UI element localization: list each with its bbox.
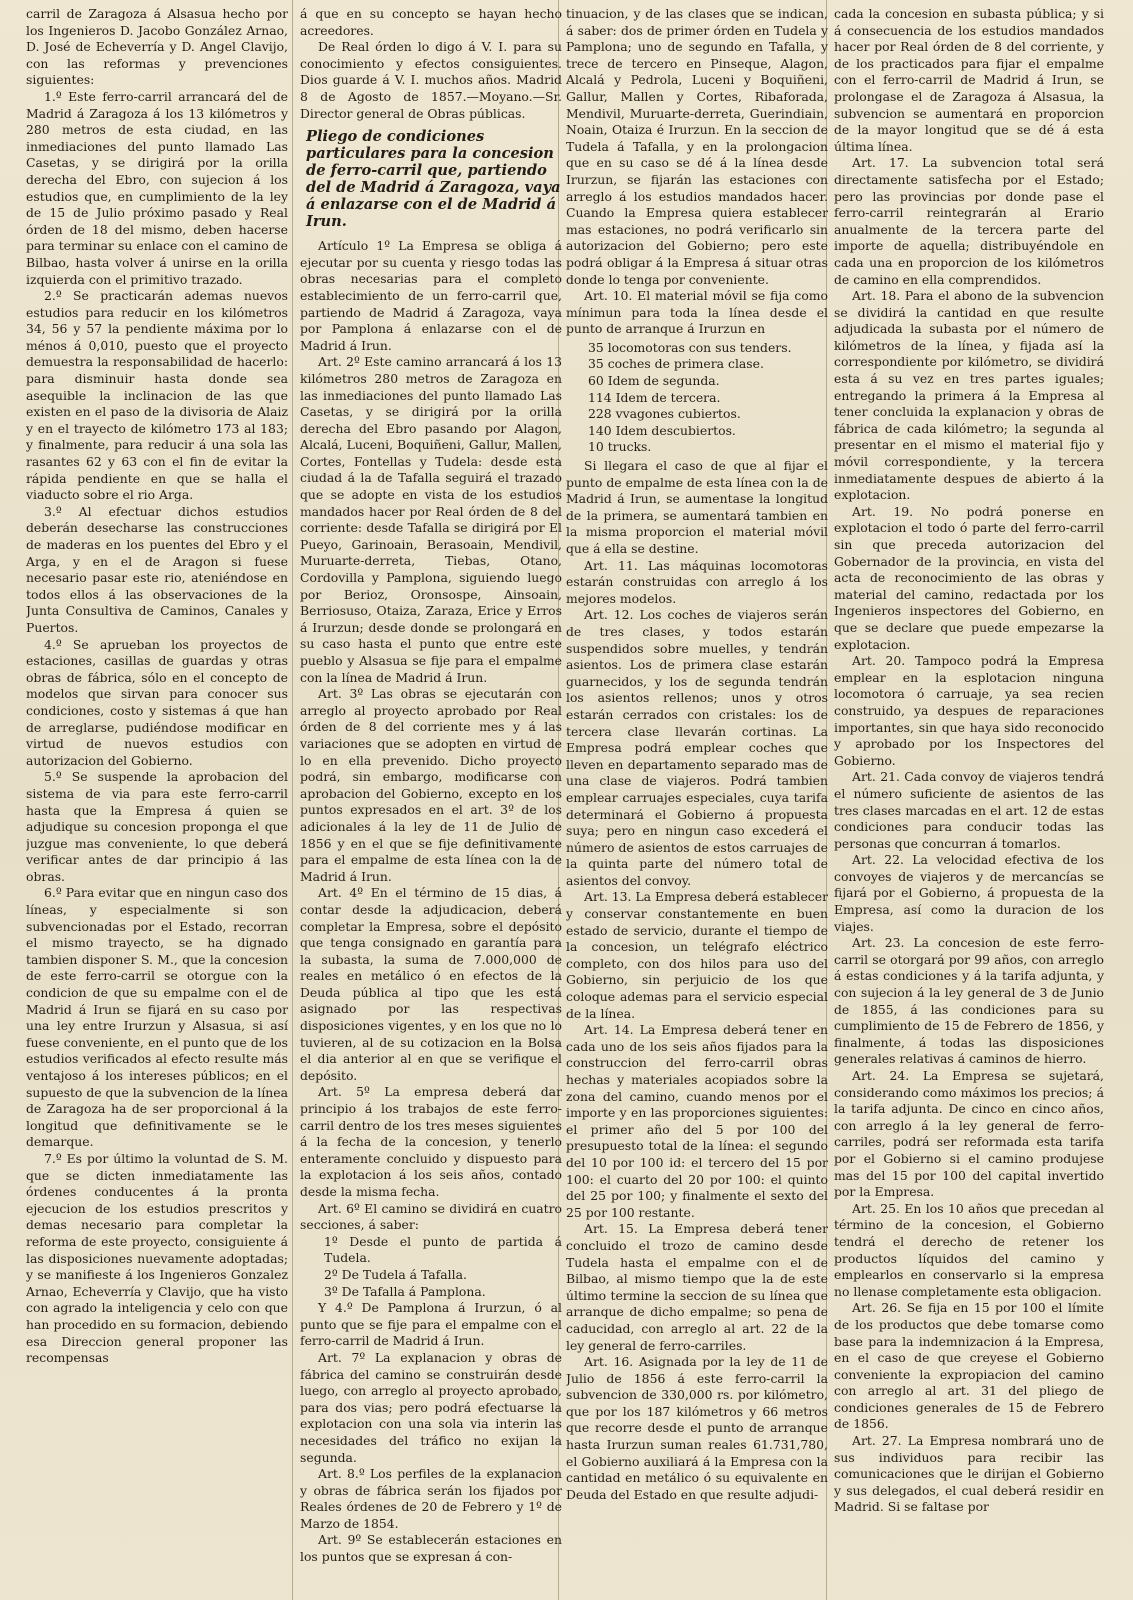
article-24: Art. 24. La Empresa se sujetará, considerando como máximos los precios; á la tarifa adjunta. De cinco en cinco años, con arreglo á la ley general de ferro-carriles, podrá ser reformada esta tarifa por el Gobierno si el camino produjese mas del 15 por 100 del capital invertido por la Empresa. — [834, 1068, 1104, 1200]
paragraph: 5.º Se suspende la aprobacion del sistema de via para este ferro-carril hasta que la Empresa á quien se adjudique su concesion proponga el que juzgue mas conveniente, lo que deberá verificar antes de dar principio á las obras. — [26, 769, 288, 884]
paragraph: á que en su concepto se hayan hecho acreedores. — [300, 6, 562, 38]
paragraph: 6.º Para evitar que en ningun caso dos líneas, y especialmente si son subvencionadas por el Estado, recorran el mismo trayecto, se ha dignado tambien disponer S. M., que la concesion de este ferro-carril se otorgue con la condicion de que su empalme con el de Madrid á Irun se fijará en su caso por una ley entre Irurzun y Alsasua, si así fuese conveniente, en el punto que de los estudios verificados al efecto resulte más ventajoso á los intereses públicos; en el supuesto de que la subvencion de la línea de Zaragoza ha de ser proporcional á la longitud que definitivamente se le demarque. — [26, 885, 288, 1150]
article-19: Art. 19. No podrá ponerse en explotacion el todo ó parte del ferro-carril sin que preceda autorizacion del Gobernador de la provincia, en vista del acta de reconocimiento de las obras y material del camino, redactada por los Ingenieros inspectores del Gobierno, en que se declare que puede empezarse la explotacion. — [834, 503, 1104, 652]
article-9: Art. 9º Se establecerán estaciones en los puntos que se expresan á con- — [300, 1532, 562, 1565]
list-item: 114 Idem de tercera. — [588, 389, 721, 405]
article-11: Art. 11. Las máquinas locomotoras estarán construidas con arreglo á los mejores modelos. — [566, 557, 828, 606]
text-column-3 — [566, 6, 828, 1596]
paragraph: De Real órden lo digo á V. I. para su conocimiento y efectos consiguientes. Dios guarde á V. I. muchos años. Madrid 8 de Agosto de 1857.—Moyano.—Sr. Director general de Obras públicas. — [300, 39, 562, 121]
paragraph: 2.º Se practicarán ademas nuevos estudios para reducir en los kilómetros 34, 56 y 57 la pendiente máxima por lo ménos á 0,010, puesto que el proyecto demuestra la responsabilidad de hacerlo: para disminuir hasta donde sea asequible la inclinacion de las que existen en el paso de la divisoria de Alaiz y en el trayecto de kilómetro 173 al 183; y finalmente, para reducir á una sola las rasantes 62 y 63 con el fin de evitar la rápida pendiente en que se halla el viaducto sobre el rio Arga. — [26, 288, 288, 503]
article-12: Art. 12. Los coches de viajeros serán de tres clases, y todos estarán suspendidos sobre muelles, y tendrán asientos. Los de primera clase estarán guarnecidos, y los de segunda tendrán los asientos rellenos; unos y otros estarán cerrados con cristales: los de tercera clase llevarán cortinas. La Empresa podrá emplear coches que lleven en departamento separado mas de una clase de viajeros. Podrá tambien emplear carruajes especiales, cuya tarifa determinará el Gobierno á propuesta suya; pero en ningun caso excederá el número de asientos de estos carruajes de la quinta parte del número total de asientos del convoy. — [566, 607, 828, 888]
rolling-stock-list — [588, 340, 828, 456]
section-item: Y 4.º De Pamplona á Irurzun, ó al punto que se fije para el empalme con el ferro-carril de Madrid á Irun. — [300, 1300, 562, 1349]
article-2: Art. 2º Este camino arrancará á los 13 kilómetros 280 metros de Zaragoza en las inmediaciones del punto llamado Las Casetas, y se dirigirá por la orilla derecha del Ebro pasando por Alagon, Alcalá, Luceni, Boquiñeni, Gallur, Mallen, Cortes, Fontellas y Tudela: desde esta ciudad á la de Tafalla seguirá el trazado que se adopte en vista de los estudios mandados hacer por Real órden de 8 del corriente: desde Tafalla se dirigirá por El Pueyo, Garinoain, Berasoain, Mendivil, Muruarte-derreta, Tiebas, Otano, Cordovilla y Pamplona, siguiendo luego por Berioz, Oronsospe, Ainsoain, Berriosuso, Otaiza, Zaraza, Erice y Erros á Irurzun; desde donde se prolongará en su caso hasta el punto que entre este pueblo y Alsasua se fije para el empalme con la línea de Madrid á Irun. — [300, 354, 562, 685]
list-item: 228 vvagones cubiertos. — [588, 406, 741, 422]
article-8: Art. 8.º Los perfiles de la explanacion y obras de fábrica serán los fijados por Reales órdenes de 20 de Febrero y 1º de Marzo de 1854. — [300, 1466, 562, 1531]
article-26: Art. 26. Se fija en 15 por 100 el límite de los productos que debe tomarse como base para la indemnizacion á la Empresa, en el caso de que creyese el Gobierno conveniente la expropiacion del camino con arreglo al art. 31 del pliego de condiciones generales de 15 de Febrero de 1856. — [834, 1300, 1104, 1432]
article-25: Art. 25. En los 10 años que precedan al término de la concesion, el Gobierno tendrá el derecho de retener los productos líquidos del camino y emplearlos en conservarlo si la empresa no llenase completamente esta obligacion. — [834, 1200, 1104, 1299]
article-27: Art. 27. La Empresa nombrará uno de sus individuos para recibir las comunicaciones que le dirijan el Gobierno y sus delegados, el cual deberá residir en Madrid. Si se faltase por — [834, 1433, 1104, 1515]
article-5: Art. 5º La empresa deberá dar principio á los trabajos de este ferro-carril dentro de los tres meses siguientes á la fecha de la concesion, y tenerlo enteramente concluido y dispuesto para la explotacion á los seis años, contado desde la misma fecha. — [300, 1084, 562, 1199]
article-20: Art. 20. Tampoco podrá la Empresa emplear en la esplotacion ninguna locomotora ó carruaje, ya sea recien construido, ya despues de reparaciones importantes, sin que haya sido reconocido y aprobado por los Inspectores del Gobierno. — [834, 653, 1104, 768]
list-item: 140 Idem descubiertos. — [588, 422, 736, 438]
article-22: Art. 22. La velocidad efectiva de los convoyes de viajeros y de mercancías se fijará por el Gobierno, á propuesta de la Empresa, así como la duracion de los viajes. — [834, 852, 1104, 934]
article-1: Artículo 1º La Empresa se obliga á ejecutar por su cuenta y riesgo todas las obras necesarias para el completo establecimiento de un ferro-carril que, partiendo de Madrid á Zaragoza, vaya por Pamplona á enlazarse con el de Madrid á Irun. — [300, 238, 562, 353]
text-column-4 — [834, 6, 1104, 1596]
paragraph: 3.º Al efectuar dichos estudios deberán desecharse las construcciones de maderas en los puentes del Ebro y el Arga, y en el de Aragon si fuese necesario pasar este rio, ateniéndose en todos ellos á las observaciones de la Junta Consultiva de Caminos, Canales y Puertos. — [26, 503, 288, 635]
article-13: Art. 13. La Empresa deberá establecer y conservar constantemente en buen estado de servicio, durante el tiempo de la concesion, un telégrafo eléctrico completo, con dos hilos para uso del Gobierno, sin perjuicio de los que coloque ademas para el servicio especial de la línea. — [566, 889, 828, 1021]
list-item: 60 Idem de segunda. — [588, 373, 720, 389]
text-column-1 — [26, 6, 288, 1596]
article-16: Art. 16. Asignada por la ley de 11 de Julio de 1856 á este ferro-carril la subvencion de 330,000 rs. por kilómetro, que por los 187 kilómetros y 66 metros que recorre desde el punto de arranque hasta Irurzun suman reales 61.731,780, el Gobierno auxiliará á la Empresa con la cantidad en metálico ó su equivalente en Deuda del Estado en que resulte adjudi- — [566, 1354, 828, 1502]
paragraph: carril de Zaragoza á Alsasua hecho por los Ingenieros D. Jacobo González Arnao, D. José de Echeverría y D. Angel Clavijo, con las reformas y prevenciones siguientes: — [26, 6, 288, 88]
article-18: Art. 18. Para el abono de la subvencion se dividirá la cantidad en que resulte adjudicada la subasta por el número de kilómetros de la línea, y fijada así la correspondiente por kilómetro, se dividirá esta á su vez en tres partes iguales; entregando la primera á la Empresa al tener concluida la explanacion y obras de fábrica de cada kilómetro; la segunda al presentar en el mismo el material fijo y móvil correspondiente, y la tercera inmediatamente despues de abierto á la explotacion. — [834, 288, 1104, 503]
text-column-2 — [300, 6, 562, 1596]
paragraph: tinuacion, y de las clases que se indican, á saber: dos de primer órden en Tudela y Pamplona; uno de segundo en Tafalla, y trece de tercero en Pinseque, Alagon, Alcalá y Pedrola, Luceni y Boquiñeni, Gallur, Mallen y Cortes, Ribaforada, Mendivil, Muruarte-derreta, Guerindiain, Noain, Otaiza é Irurzun. En la seccion de Tudela á Tafalla, y en la prolongacion que en su caso se dé á la línea desde Irurzun, se fijarán las estaciones con arreglo á los estudios mandados hacer. Cuando la Empresa quiera establecer mas estaciones, no podrá verificarlo sin autorizacion del Gobierno; pero este podrá obligar á la Empresa á situar otras donde lo tenga por conveniente. — [566, 6, 828, 287]
article-4: Art. 4º En el término de 15 dias, á contar desde la adjudicacion, deberá completar la Empresa, sobre el depósito que tenga consignado en garantía para la subasta, la suma de 7.000,000 de reales en metálico ó en efectos de la Deuda pública al tipo que les está asignado por las respectivas disposiciones vigentes, y en los que no lo tuvieren, al de su cotizacion en la Bolsa el dia anterior al en que se verifique el depósito. — [300, 885, 562, 1083]
article-21: Art. 21. Cada convoy de viajeros tendrá el número suficiente de asientos de las tres clases marcadas en el art. 12 de estas condiciones para conducir todas las personas que concurran á tomarlos. — [834, 769, 1104, 851]
article-23: Art. 23. La concesion de este ferro-carril se otorgará por 99 años, con arreglo á estas condiciones y á la tarifa adjunta, y con sujecion á la ley general de 3 de Junio de 1855, á las condiciones para su cumplimiento de 15 de Febrero de 1856, y finalmente, á todas las disposiciones generales relativas á caminos de hierro. — [834, 935, 1104, 1067]
article-15: Art. 15. La Empresa deberá tener concluido el trozo de camino desde Tudela hasta el empalme con el de Bilbao, al mismo tiempo que la de este último termine la seccion de su línea que arranque de dicho empalme; so pena de caducidad, con arreglo al art. 22 de la ley general de ferro-carriles. — [566, 1221, 828, 1353]
list-item: 35 coches de primera clase. — [588, 356, 764, 372]
article-14: Art. 14. La Empresa deberá tener en cada uno de los seis años fijados para la construccion del ferro-carril obras hechas y materiales acopiados sobre la zona del camino, cuando menos por el importe y en las proporciones siguientes: el primer año del 5 por 100 del presupuesto total de la línea: el segundo del 10 por 100 id: el tercero del 15 por 100: el cuarto del 20 por 100: el quinto del 25 por 100; y finalmente el sexto del 25 por 100 restante. — [566, 1022, 828, 1220]
list-item: 10 trucks. — [588, 439, 652, 455]
article-6: Art. 6º El camino se dividirá en cuatro secciones, á saber: — [300, 1200, 562, 1233]
section-item: 2º De Tudela á Tafalla. — [324, 1266, 467, 1282]
section-item: 1º Desde el punto de partida á Tudela. — [324, 1233, 562, 1266]
paragraph: cada la concesion en subasta pública; y si á consecuencia de los estudios mandados hacer por Real órden de 8 del corriente, y de los practicados para fijar el empalme con el ferro-carril de Madrid á Irun, se prolongase el de Zaragoza á Alsasua, la subvencion se aumentará en proporcion de la mayor longitud que se dé á esta última línea. — [834, 6, 1104, 154]
paragraph: 1.º Este ferro-carril arrancará del de Madrid á Zaragoza á los 13 kilómetros y 280 metros de esta ciudad, en las inmediaciones del punto llamado Las Casetas, y se dirigirá por la orilla derecha del Ebro, con sujecion á los estudios que, en cumplimiento de la ley de 15 de Julio próximo pasado y Real órden de 18 del mismo, deben hacerse para terminar su enlace con el camino de Bilbao, hasta volver á unirse en la orilla izquierda con el primitivo trazado. — [26, 88, 288, 287]
paragraph: Si llegara el caso de que al fijar el punto de empalme de esta línea con la de Madrid á Irun, se aumentase la longitud de la primera, se aumentará tambien en la misma proporcion el material móvil que á ella se destine. — [566, 458, 828, 556]
article-3: Art. 3º Las obras se ejecutarán con arreglo al proyecto aprobado por Real órden de 8 del corriente mes y á las variaciones que se adopten en virtud de lo en ella prevenido. Dicho proyecto podrá, sin embargo, modificarse con aprobacion del Gobierno, excepto en los puntos expresados en el art. 3º de los adicionales á la ley de 11 de Julio de 1856 y en el que se fije definitivamente para el empalme de esta línea con la de Madrid á Irun. — [300, 686, 562, 884]
section-title: Pliego de condiciones particulares para la concesion de ferro-carril que, partiendo del de Madrid á Zaragoza, vaya á enlazarse con el de Madrid á Irun. — [306, 128, 561, 231]
list-item: 35 locomotoras con sus tenders. — [588, 339, 792, 355]
article-17: Art. 17. La subvencion total será directamente satisfecha por el Estado; pero las provincias por donde pase el ferro-carril reintegrarán al Erario anualmente de la tercera parte del importe de aquella; distribuyéndole en cada una en proporcion de los kilómetros de camino en ella comprendidos. — [834, 155, 1104, 287]
column-rule — [292, 0, 293, 1600]
article-10: Art. 10. El material móvil se fija como mínimun para toda la línea desde el punto de arranque á Irurzun en — [566, 288, 828, 337]
article-7: Art. 7º La explanacion y obras de fábrica del camino se construirán desde luego, con arreglo al proyecto aprobado, para dos vias; pero podrá efectuarse la explotacion con una sola via interin las necesidades del tráfico no exijan la segunda. — [300, 1349, 562, 1465]
section-item: 3º De Tafalla á Pamplona. — [324, 1283, 486, 1299]
paragraph: 4.º Se aprueban los proyectos de estaciones, casillas de guardas y otras obras de fábrica, sólo en el concepto de modelos que sirvan para conocer sus condiciones, costo y sistemas á que han de arreglarse, pudiéndose modificar en virtud de nuevos estudios con autorizacion del Gobierno. — [26, 636, 288, 768]
paragraph: 7.º Es por último la voluntad de S. M. que se dicten inmediatamente las órdenes conducentes á la pronta ejecucion de los estudios prescritos y demas necesario para completar la reforma de este proyecto, consiguiente á las disposiciones nuevamente adoptadas; y se manifieste á los Ingenieros Gonzalez Arnao, Echeverría y Clavijo, que ha visto con agrado la inteligencia y celo con que han procedido en su formacion, debiendo esa Direccion general proponer las recompensas — [26, 1150, 288, 1366]
